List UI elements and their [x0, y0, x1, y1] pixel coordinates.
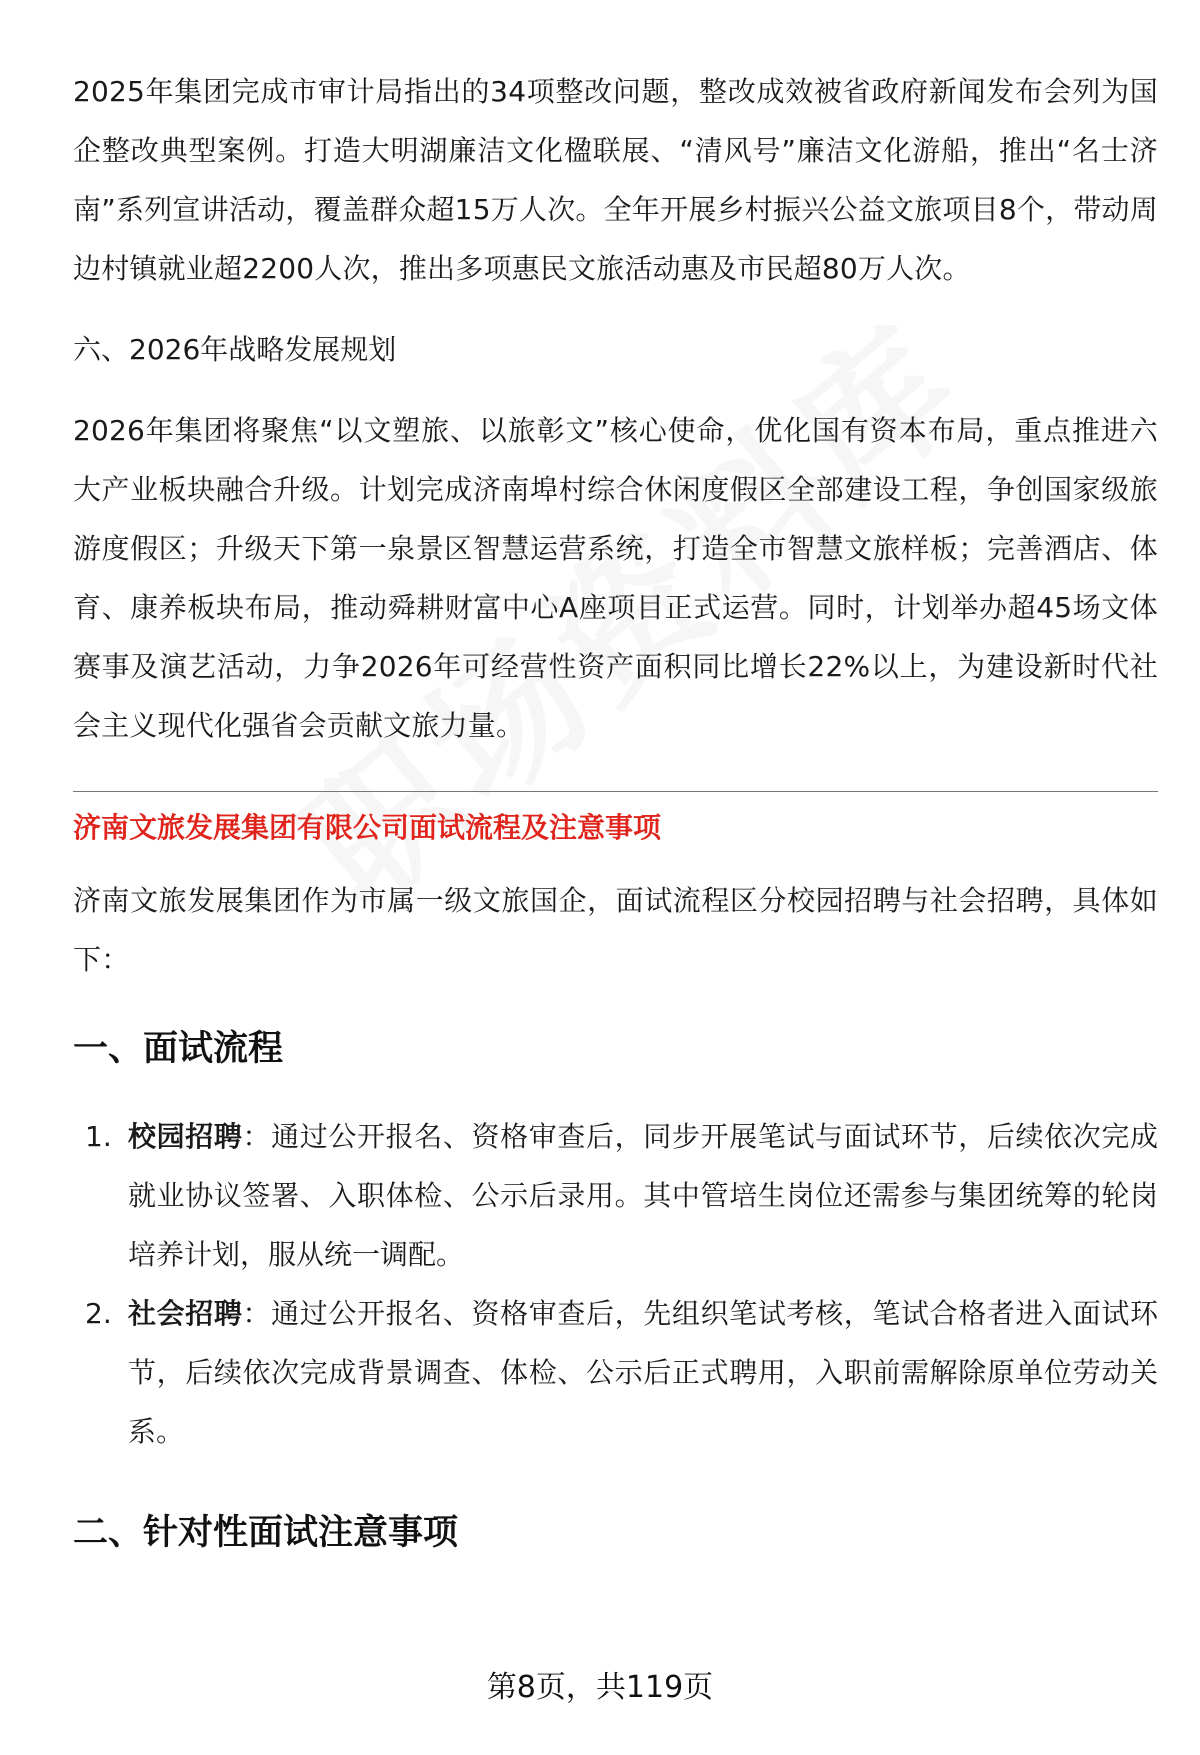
section-title-strategy-2026: 六、2026年战略发展规划 [73, 333, 397, 366]
list-item-separator: ： [242, 1297, 272, 1330]
list-number: 2. [85, 1297, 112, 1330]
interview-intro: 济南文旅发展集团作为市属一级文旅国企，面试流程区分校园招聘与社会招聘，具体如下： [73, 884, 1158, 976]
list-item-label: 校园招聘 [128, 1120, 243, 1153]
heading-interview-process: 一、面试流程 [73, 1029, 284, 1069]
section-divider [73, 791, 1158, 792]
paragraph-rectification: 2025年集团完成市审计局指出的34项整改问题，整改成效被省政府新闻发布会列为国企整改典型案例。打造大明湖廉洁文化楹联展、“清风号”廉洁文化游船，推出“名士济南”系列宣讲活动，覆盖群众超15万人次。全年开展乡村振兴公益文旅项目8个，带动周边村镇就业超2200人次，推出多项惠民文旅活动惠及市民超80万人次。 [73, 75, 1158, 285]
list-item-social [73, 1284, 1158, 1461]
heading-interview-notes: 二、针对性面试注意事项 [73, 1513, 459, 1553]
list-item-label: 社会招聘 [128, 1297, 243, 1330]
list-item-text: 通过公开报名、资格审查后，同步开展笔试与面试环节，后续依次完成就业协议签署、入职体检、公示后录用。其中管培生岗位还需参与集团统筹的轮岗培养计划，服从统一调配。 [128, 1120, 1158, 1271]
list-number: 1. [85, 1120, 112, 1153]
list-item-separator: ： [242, 1120, 272, 1153]
list-item-campus [73, 1107, 1158, 1284]
page-number: 第8页，共119页 [486, 1670, 714, 1705]
interview-heading: 济南文旅发展集团有限公司面试流程及注意事项 [73, 811, 662, 844]
document-page [73, 62, 1158, 1591]
list-item-text: 通过公开报名、资格审查后，先组织笔试考核，笔试合格者进入面试环节，后续依次完成背景调查、体检、公示后正式聘用，入职前需解除原单位劳动关系。 [128, 1297, 1158, 1448]
interview-process-list [73, 1107, 1158, 1461]
paragraph-strategy-2026: 2026年集团将聚焦“以文塑旅、以旅彰文”核心使命，优化国有资本布局，重点推进六大产业板块融合升级。计划完成济南埠村综合休闲度假区全部建设工程，争创国家级旅游度假区；升级天下第一泉景区智慧运营系统，打造全市智慧文旅样板；完善酒店、体育、康养板块布局，推动舜耕财富中心A座项目正式运营。同时，计划举办超45场文体赛事及演艺活动，力争2026年可经营性资产面积同比增长22%以上，为建设新时代社会主义现代化强省会贡献文旅力量。 [73, 414, 1158, 742]
